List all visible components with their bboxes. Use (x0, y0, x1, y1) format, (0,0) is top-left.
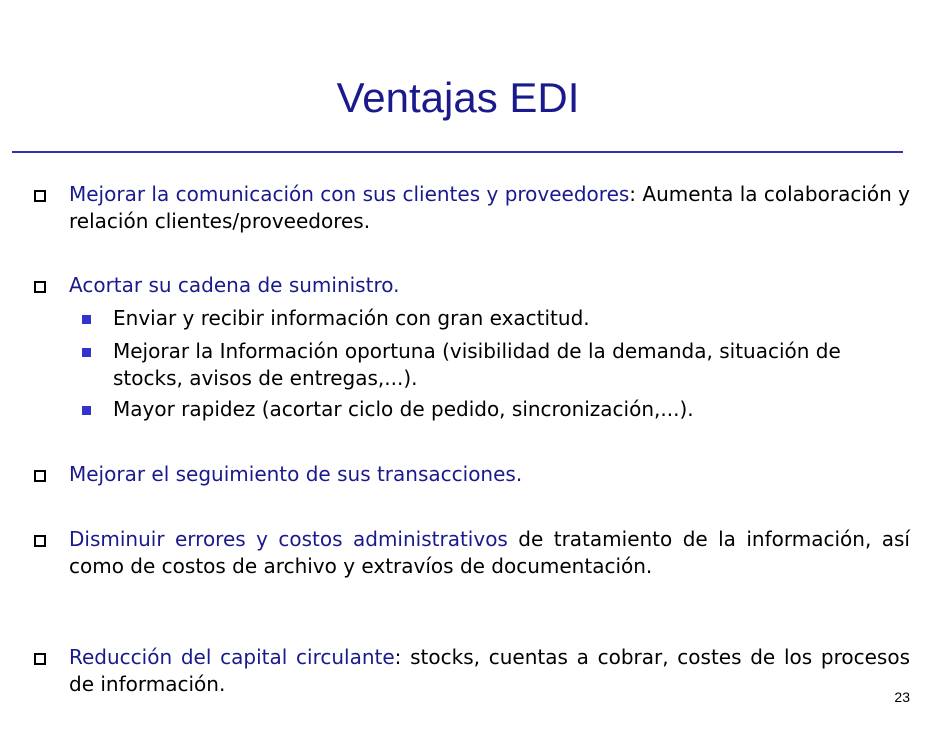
bullet-row (34, 181, 910, 235)
square-bullet-icon (34, 653, 46, 665)
sub-item-text: Enviar y recibir información con gran exactitud. (113, 306, 590, 330)
square-bullet-icon (34, 190, 46, 202)
sub-list (80, 338, 910, 392)
sub-item-text: Mejorar la Información oportuna (visibilidad de la demanda, situación de stocks, avisos de entregas,...). (113, 339, 841, 390)
sub-list (80, 396, 910, 423)
bullet-row (34, 272, 910, 299)
square-bullet-icon (34, 470, 46, 482)
sub-list (80, 305, 910, 332)
bullet-item (34, 461, 910, 488)
bullet-text: de tratamiento de la información, así como de costos de archivo y extravíos de documentación. (69, 527, 910, 578)
bullet-highlight: Mejorar el seguimiento de sus transacciones. (69, 462, 523, 486)
sub-list-item (80, 305, 910, 332)
square-filled-bullet-icon (82, 315, 91, 324)
title-divider (12, 151, 903, 153)
sub-list-item (80, 338, 910, 392)
bullet-highlight: Acortar su cadena de suministro. (69, 273, 400, 297)
bullet-row (34, 526, 910, 580)
bullet-item (34, 526, 910, 580)
bullet-item (34, 644, 910, 698)
bullet-highlight: Reducción del capital circulante (69, 645, 395, 669)
sub-item-text: Mayor rapidez (acortar ciclo de pedido, sincronización,...). (113, 397, 694, 421)
page-number: 23 (894, 689, 910, 705)
square-filled-bullet-icon (82, 406, 91, 415)
bullet-text: : Aumenta la colaboración y relación clientes/proveedores. (69, 182, 910, 233)
bullet-row (34, 644, 910, 698)
bullet-highlight: Mejorar la comunicación con sus clientes y proveedores (69, 182, 630, 206)
bullet-highlight: Disminuir errores y costos administrativos (69, 527, 508, 551)
square-filled-bullet-icon (82, 348, 91, 357)
bullet-item (34, 181, 910, 235)
bullet-row (34, 461, 910, 488)
bullet-item (34, 272, 910, 299)
bullet-text: : stocks, cuentas a cobrar, costes de los procesos de información. (69, 645, 910, 696)
square-bullet-icon (34, 281, 46, 293)
square-bullet-icon (34, 535, 46, 547)
slide-title: Ventajas EDI (336, 74, 580, 121)
sub-list-item (80, 396, 910, 423)
